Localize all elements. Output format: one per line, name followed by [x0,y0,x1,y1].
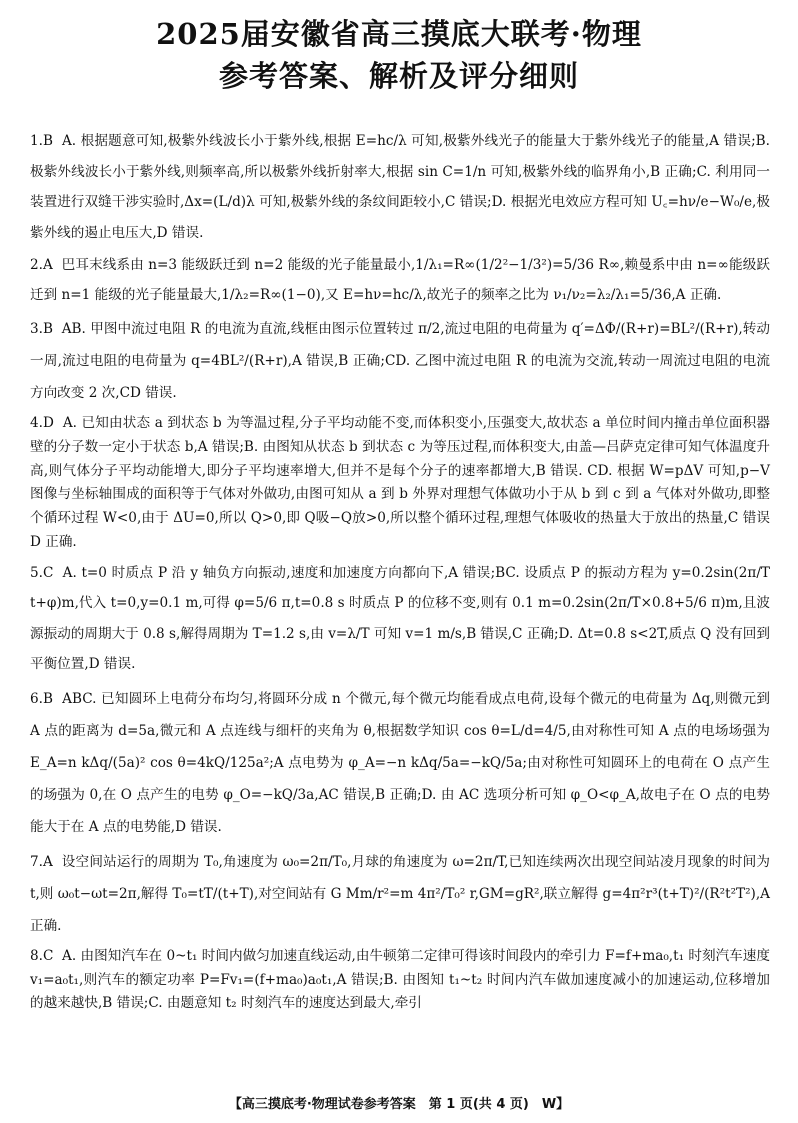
answer-item-5 [30,558,770,680]
answer-explanation: A. 由图知汽车在 0~t₁ 时间内做匀加速直线运动,由牛顿第二定律可得该时间段内的牵引力 F=f+ma₀,t₁ 时刻汽车速度 v₁=a₀t₁,则汽车的额定功率 P=Fv₁=(f+ma₀)a₀t₁,A 错误;B. 由图知 t₁~t₂ 时间内汽车做加速度减小的加速运动,位移增加的越来越快,B 错误;C. 由题意知 t₂ 时刻汽车的速度达到最大,牵引 [30,947,770,1012]
answer-list [30,126,770,1016]
answer-explanation: ABC. 已知圆环上电荷分布均匀,将圆环分成 n 个微元,每个微元均能看成点电荷,设每个微元的电荷量为 Δq,则微元到 A 点的距离为 d=5a,微元和 A 点连线与细杆的夹角为 θ,根据数学知识 cos θ=L/d=4/5,由对称性可知 A 点的电场场强为 E_A=n kΔq/(5a)² cos θ=4kQ/125a²;A 点电势为 φ_A=−n kΔq/5a=−kQ/5a;由对称性可知圆环上的电荷在 O 点产生的场强为 0,在 O 点产生的电势 φ_O=−kQ/3a,AC 错误,B 正确;D. 由 AC 选项分析可知 φ_O<φ_A,故电子在 O 点的电势能大于在 A 点的电势能,D 错误. [30,690,770,835]
page-title: 2025届安徽省高三摸底大联考·物理 [156,17,642,51]
answer-explanation: A. t=0 时质点 P 沿 y 轴负方向振动,速度和加速度方向都向下,A 错误;BC. 设质点 P 的振动方程为 y=0.2sin(2π/T t+φ)m,代入 t=0,y=0.1 m,可得 φ=5/6 π,t=0.8 s 时质点 P 的位移不变,则有 0.1 m=0.2sin(2π/T×0.8+5/6 π)m,且波源振动的周期大于 0.8 s,解得周期为 T=1.2 s,由 v=λ/T 可知 v=1 m/s,B 错误,C 正确;D. Δt=0.8 s<2T,质点 Q 没有回到平衡位置,D 错误. [30,564,770,673]
answer-item-8 [30,945,770,1016]
answer-item-3 [30,313,770,409]
page-subtitle: 参考答案、解析及评分细则 [218,59,579,93]
answer-explanation: AB. 甲图中流过电阻 R 的电流为直流,线框由图示位置转过 π/2,流过电阻的电荷量为 q′=ΔΦ/(R+r)=BL²/(R+r),转动一周,流过电阻的电荷量为 q=4BL²/(R+r),A 错误,B 正确;CD. 乙图中流过电阻 R 的电流为交流,转动一周流过电阻的电流方向改变 2 次,CD 错误. [30,321,770,401]
page-footer: 【高三摸底考·物理试卷参考答案 第 1 页(共 4 页) W】 [228,1097,570,1112]
answer-number: 2.A [30,257,53,273]
answer-explanation: A. 已知由状态 a 到状态 b 为等温过程,分子平均动能不变,而体积变小,压强变大,故状态 a 单位时间内撞击单位面积器壁的分子数一定小于状态 b,A 错误;B. 由图知从状态 b 到状态 c 为等压过程,而体积变大,由盖—吕萨克定律可知气体温度升高,则气体分子平均动能增大,即分子平均速率增大,但并不是每个分子的速率都增大,B 错误. CD. 根据 W=pΔV 可知,p−V 图像与坐标轴围成的面积等于气体对外做功,由图可知从 a 到 b 外界对理想气体做功小于从 b 到 c 到 a 气体对外做功,即整个循环过程 W<0,由于 ΔU=0,所以 Q>0,即 Q吸−Q放>0,所以整个循环过程,理想气体吸收的热量大于放出的热量,C 错误 D 正确. [30,415,770,550]
answer-item-1 [30,126,770,248]
answer-item-4 [30,412,770,555]
answer-item-6 [30,683,770,843]
answer-item-2 [30,251,770,310]
answer-number: 8.C [30,947,54,964]
answer-explanation: 设空间站运行的周期为 T₀,角速度为 ω₀=2π/T₀,月球的角速度为 ω=2π/T,已知连续两次出现空间站凌月现象的时间为 t,则 ω₀t−ωt=2π,解得 T₀=tT/(t+T),对空间站有 G Mm/r²=m 4π²/T₀² r,GM=gR²,联立解得 g=4π²r³(t+T)²/(R²t²T²),A 正确. [30,853,771,934]
answer-item-7 [30,846,770,942]
answer-number: 5.C [30,564,54,581]
answer-explanation: 巴耳末线系由 n=3 能级跃迁到 n=2 能级的光子能量最小,1/λ₁=R∞(1/2²−1/3²)=5/36 R∞,赖曼系中由 n=∞能级跃迁到 n=1 能级的光子能量最大,1/λ₂=R∞(1−0),又 E=hν=hc/λ,故光子的频率之比为 ν₁/ν₂=λ₂/λ₁=5/36,A 正确. [30,257,770,303]
answer-number: 4.D [30,415,54,431]
answer-number: 6.B [30,690,53,707]
answer-number: 7.A [30,853,53,870]
answer-number: 1.B [30,133,53,149]
answer-number: 3.B [30,321,53,337]
answer-explanation: A. 根据题意可知,极紫外线波长小于紫外线,根据 E=hc/λ 可知,极紫外线光子的能量大于紫外线光子的能量,A 错误;B. 极紫外线波长小于紫外线,则频率高,所以极紫外线折射率大,根据 sin C=1/n 可知,极紫外线的临界角小,B 正确;C. 利用同一装置进行双缝干涉实验时,Δx=(L/d)λ 可知,极紫外线的条纹间距较小,C 错误;D. 根据光电效应方程可知 U꜀=hν/e−W₀/e,极紫外线的遏止电压大,D 错误. [30,133,770,241]
